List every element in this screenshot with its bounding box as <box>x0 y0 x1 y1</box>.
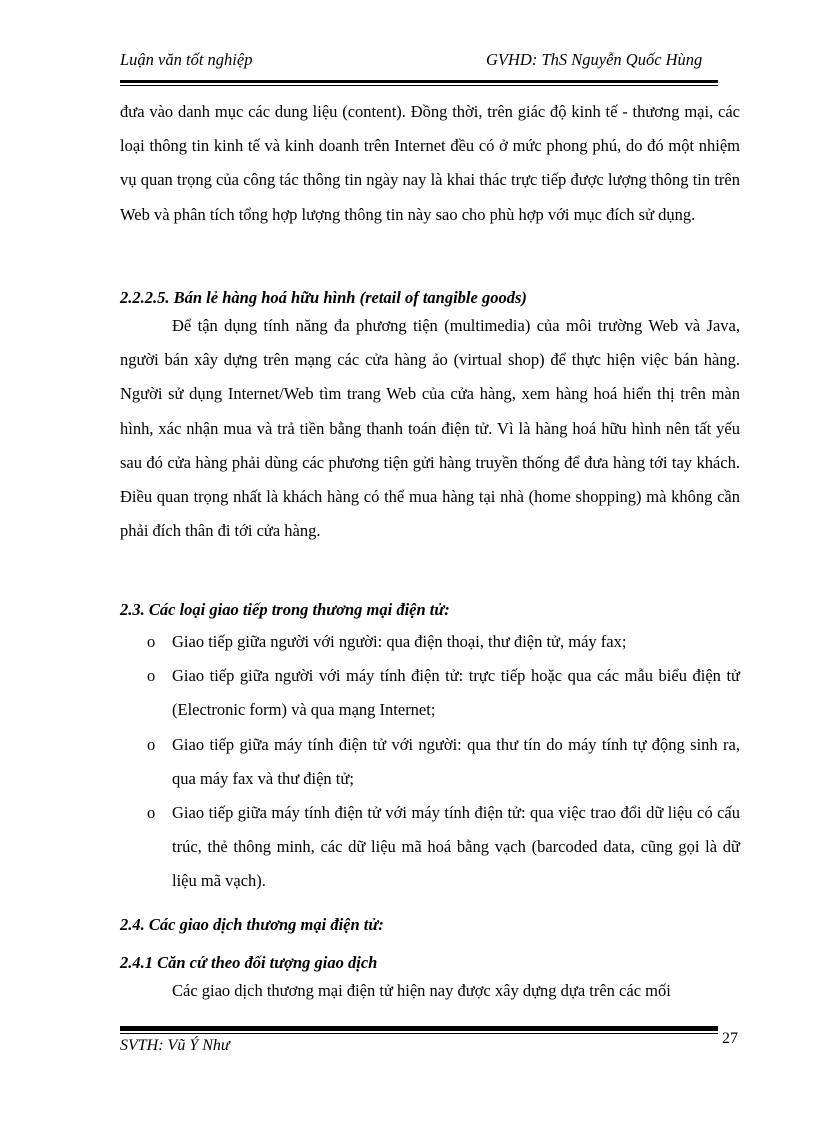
bullet-marker: o <box>147 666 156 686</box>
bullet-marker: o <box>147 734 156 754</box>
paragraph-241: Các giao dịch thương mại điện tử hiện nay được xây dựng dựa trên các mối <box>172 981 671 1000</box>
header-supervisor: GVHD: ThS Nguyễn Quốc Hùng <box>486 50 703 69</box>
heading-241: 2.4.1 Căn cứ theo đối tượng giao dịch <box>120 953 378 972</box>
heading-24: 2.4. Các giao dịch thương mại điện tử: <box>120 915 384 934</box>
paragraph-2225: Để tận dụng tính năng đa phương tiện (multimedia) của môi trường Web và Java, người bán xây dựng trên mạng các cửa hàng ảo (virtual shop) để thực hiện việc bán hàng. Người sử dụng Internet/Web tìm trang Web của cửa hàng, xem hàng hoá hiển thị trên màn hình, xác nhận mua và trả tiền bằng thanh toán điện tử. Vì là hàng hoá hữu hình nên tất yếu sau đó cửa hàng phải dùng các phương tiện gửi hàng truyền thống để đưa hàng tới tay khách. Điều quan trọng nhất là khách hàng có thể mua hàng tại nhà (home shopping) mà không cần phải đích thân đi tới cửa hàng. <box>120 316 740 541</box>
list-item-text: Giao tiếp giữa người với người: qua điện thoại, thư điện tử, máy fax; <box>172 632 627 651</box>
intro-paragraph: đưa vào danh mục các dung liệu (content). Đồng thời, trên giác độ kinh tế - thương mại, các loại thông tin kinh tế và kinh doanh trên Internet đều có ở mức phong phú, do đó một nhiệm vụ quan trọng của công tác thông tin ngày nay là khai thác trực tiếp được lượng thông tin trên Web và phân tích tổng hợp lượng thông tin này sao cho phù hợp với mục đích sử dụng. <box>120 102 740 224</box>
section-2225 <box>120 286 740 548</box>
footer-divider <box>120 1026 718 1031</box>
bullet-marker: o <box>147 632 156 651</box>
list-item <box>120 625 740 659</box>
communication-list <box>120 625 740 899</box>
section-23 <box>120 598 740 899</box>
list-item-text: Giao tiếp giữa máy tính điện tử với máy tính điện tử: qua việc trao đổi dữ liệu có cấu trúc, thẻ thông minh, các dữ liệu mã hoá bằng vạch (barcoded data, cũng gọi là dữ liệu mã vạch). <box>172 803 740 891</box>
section-24 <box>120 913 740 937</box>
header-divider <box>120 80 718 83</box>
page-number: 27 <box>722 1030 738 1047</box>
list-item-text: Giao tiếp giữa người với máy tính điện tử: trực tiếp hoặc qua các mẫu biểu điện tử (Electronic form) và qua mạng Internet; <box>172 666 740 720</box>
header-thesis-label: Luận văn tốt nghiệp <box>120 50 253 69</box>
section-241 <box>120 951 740 1008</box>
list-item <box>120 796 740 899</box>
header-divider-thin <box>120 85 718 86</box>
footer-divider-thin <box>120 1033 718 1034</box>
heading-23: 2.3. Các loại giao tiếp trong thương mại điện tử: <box>120 600 450 619</box>
list-item-text: Giao tiếp giữa máy tính điện tử với người: qua thư tín do máy tính tự động sinh ra, qua máy fax và thư điện tử; <box>172 734 740 788</box>
list-item <box>120 728 740 796</box>
list-item <box>120 659 740 727</box>
footer-student: SVTH: Vũ Ý Như <box>120 1037 230 1054</box>
heading-2225: 2.2.2.5. Bán lẻ hàng hoá hữu hình (retail of tangible goods) <box>120 288 527 307</box>
bullet-marker: o <box>147 803 156 823</box>
intro-paragraph-block <box>120 95 740 232</box>
